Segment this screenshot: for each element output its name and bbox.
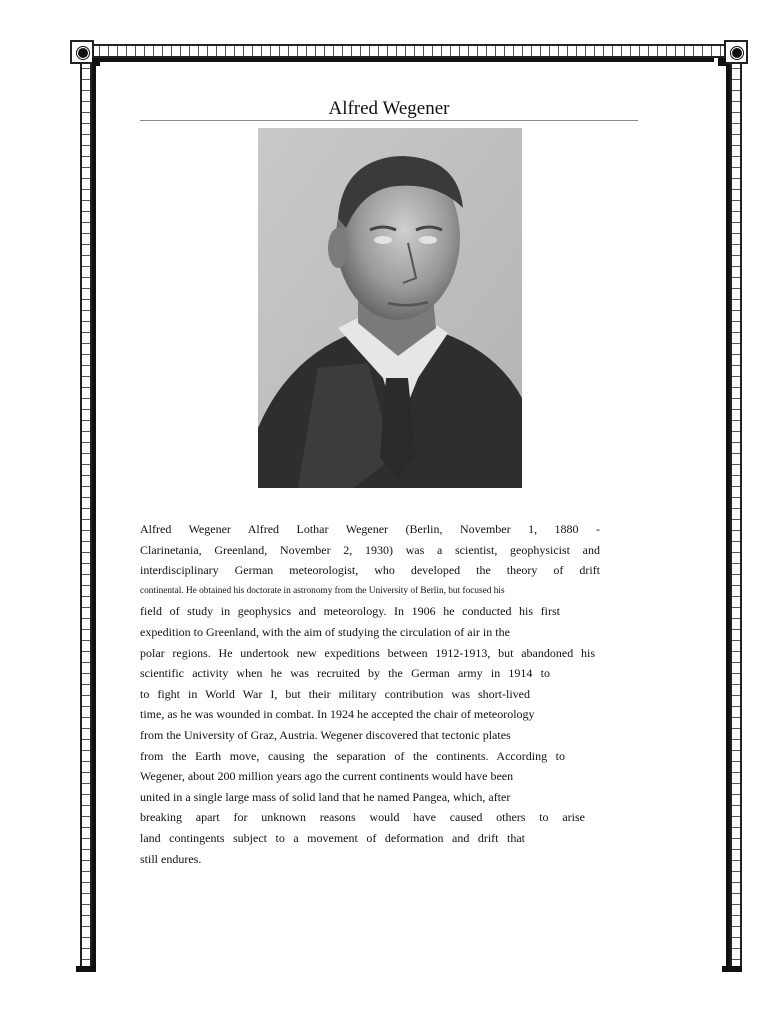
body-line-17: still endures. xyxy=(140,851,202,866)
body-line-13: Wegener, about 200 million years ago the current continents would have been xyxy=(140,769,514,784)
border-foot-left xyxy=(76,966,96,972)
body-line-15: breaking apart for unknown reasons would have caused others to arise xyxy=(140,810,585,825)
body-line-10: time, as he was wounded in combat. In 1924 he accepted the chair of meteorology xyxy=(140,707,535,722)
portrait-photo-icon xyxy=(258,128,522,488)
corner-ornament-top-right xyxy=(724,40,748,64)
body-line-3: interdisciplinary German meteorologist, who developed the theory of drift xyxy=(140,563,600,578)
page-title: Alfred Wegener xyxy=(328,98,450,119)
body-line-2: Clarinetania, Greenland, November 2, 1930) was a scientist, geophysicist and xyxy=(140,542,600,557)
title-underline xyxy=(140,120,638,121)
border-top-inner xyxy=(94,58,714,62)
corner-step-left xyxy=(92,58,100,66)
body-line-11: from the University of Graz, Austria. Wegener discovered that tectonic plates xyxy=(140,727,511,742)
corner-ornament-top-left xyxy=(70,40,94,64)
body-line-8: scientific activity when he was recruited by the German army in 1914 to xyxy=(140,666,550,681)
body-line-7: polar regions. He undertook new expeditions between 1912-1913, but abandoned his xyxy=(140,645,595,660)
body-line-5: field of study in geophysics and meteorology. In 1906 he conducted his first xyxy=(140,604,560,619)
body-line-14: united in a single large mass of solid land that he named Pangea, which, after xyxy=(140,789,511,804)
border-top xyxy=(82,44,726,58)
border-foot-right xyxy=(722,966,742,972)
border-right xyxy=(730,62,742,970)
body-line-4: continental. He obtained his doctorate in astronomy from the University of Berlin, but focused his xyxy=(140,585,505,596)
corner-step-right xyxy=(718,58,726,66)
biography-text xyxy=(140,519,600,869)
border-left-inner xyxy=(92,62,96,970)
body-line-9: to fight in World War I, but their military contribution was short-lived xyxy=(140,686,530,701)
body-line-1: Alfred Wegener Alfred Lothar Wegener (Berlin, November 1, 1880 - xyxy=(140,522,600,536)
border-right-inner xyxy=(726,62,730,970)
border-left xyxy=(80,62,92,970)
body-line-12: from the Earth move, causing the separation of the continents. According to xyxy=(140,748,565,763)
body-line-16: land contingents subject to a movement of deformation and drift that xyxy=(140,830,525,845)
body-line-6: expedition to Greenland, with the aim of studying the circulation of air in the xyxy=(140,624,510,639)
